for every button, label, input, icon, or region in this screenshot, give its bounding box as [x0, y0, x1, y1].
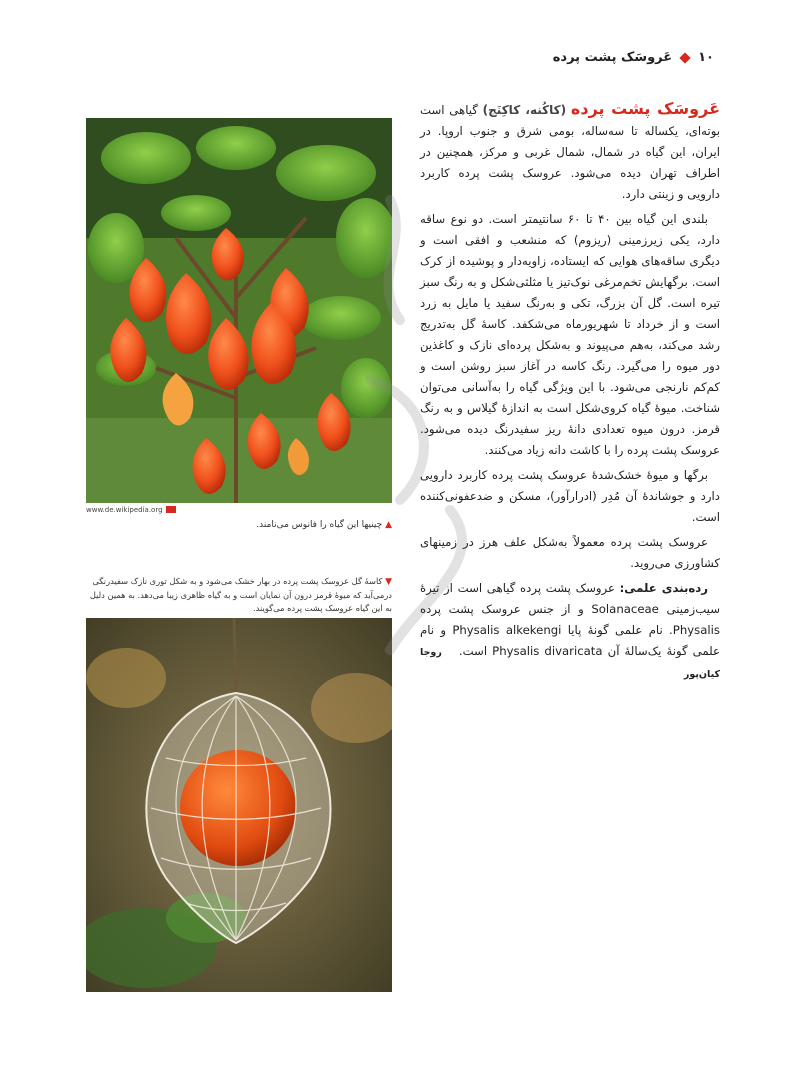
section-title: عَروسَک پشت پرده — [552, 50, 673, 65]
photo-lantern-plant — [86, 118, 392, 503]
caption-triangle-down-icon: ▼ — [385, 577, 392, 587]
article — [420, 98, 720, 689]
article-paragraph-2: بلندی این گیاه بین ۴۰ تا ۶۰ سانتیمتر است. دو نوع ساقه دارد، یکی زیرزمینی (ریزوم) که منشعب و افقی است و دیگری ساقه‌های هوایی که ایستاده، زاویه‌دار و پوشیده از کرک است. برگهایش تخم‌مرغی نوک‌تیز یا مثلثی‌شکل و به رنگ سبز تیره است. گل آن بزرگ، تکی و به‌رنگ سفید یا مایل به زرد است و از خرداد تا شهریورماه می‌شکفد. کاسهٔ گل به‌تدریج رشد می‌کند، به‌هم می‌پیوند و به‌شکل پرده‌ای نازک و کاغذین دور میوه را می‌گیرد. رنگ کاسه در آغاز سبز روشن است و کم‌کم نارنجی می‌شود. با این ویژگی گیاه را به‌آسانی می‌توان شناخت. میوهٔ گیاه کروی‌شکل است به اندازهٔ گیلاس و به رنگ قرمز. درون میوه تعدادی دانهٔ ریز سفیدرنگ دیده می‌شود. عروسک پشت پرده را با کاشت دانه زیاد می‌کنند. — [420, 212, 720, 457]
article-paragraph-4: عروسک پشت پرده معمولاً به‌شکل علف هرز در زمینهای کشاورزی می‌روید. — [420, 535, 720, 570]
classification-text: عروسک پشت پرده گیاهی است از تیرهٔ سیب‌زمینی Solanaceae و از جنس عروسک پشت پرده Physalis. نام علمی گونهٔ پایا Physalis alkekengi و نام علمی گونهٔ یک‌سالهٔ آن Physalis divaricata است. — [420, 581, 720, 658]
diamond-icon — [679, 52, 690, 63]
article-paragraph-3: برگها و میوهٔ خشک‌شدهٔ عروسک پشت پرده کاربرد دارویی دارد و جوشاندهٔ آن مُدِر (ادرارآور)، مسکن و ضدعفونی‌کننده است. — [420, 468, 720, 524]
photo-skeleton-lantern — [86, 618, 392, 992]
photo1-caption — [250, 520, 392, 530]
article-alt-names: (کاکُنه، کاکِنَج) — [482, 103, 567, 117]
article-intro-text: گیاهی است بوته‌ای، یکساله تا سه‌ساله، بومی شرق و جنوب اروپا. در ایران، این گیاه در شمال، شمال غربی و مرکز، همچنین در اطراف تهران دیده می‌شود. عروسک پشت پرده کاربرد دارویی و زینتی دارد. — [420, 103, 720, 201]
article-paragraph-5 — [420, 578, 720, 685]
credit-mark-icon — [166, 506, 176, 513]
photo2-caption — [86, 575, 392, 615]
classification-heading: رده‌بندی علمی: — [619, 581, 708, 595]
caption-triangle-icon: ▲ — [385, 520, 392, 530]
photo1-caption-text: چینیها این گیاه را فانوس می‌نامند. — [256, 520, 383, 530]
article-title: عَروسَک پشت پرده — [570, 99, 720, 118]
page-number: ۱۰ — [698, 50, 714, 65]
photo-credit: www.de.wikipedia.org — [86, 506, 163, 514]
page-header — [553, 50, 714, 65]
article-author: روجا کیان‌پور — [420, 647, 720, 680]
photo2-caption-text: کاسهٔ گل عروسک پشت پرده در بهار خشک می‌شود و به شکل توری نازک سفیدرنگی درمی‌آید که میوهٔ قرمز درون آن نمایان است و به گیاه ظاهری زیبا می‌دهد. به همین دلیل به این گیاه عروسک پشت پرده می‌گویند. — [89, 576, 392, 613]
article-paragraph-1 — [420, 98, 720, 205]
